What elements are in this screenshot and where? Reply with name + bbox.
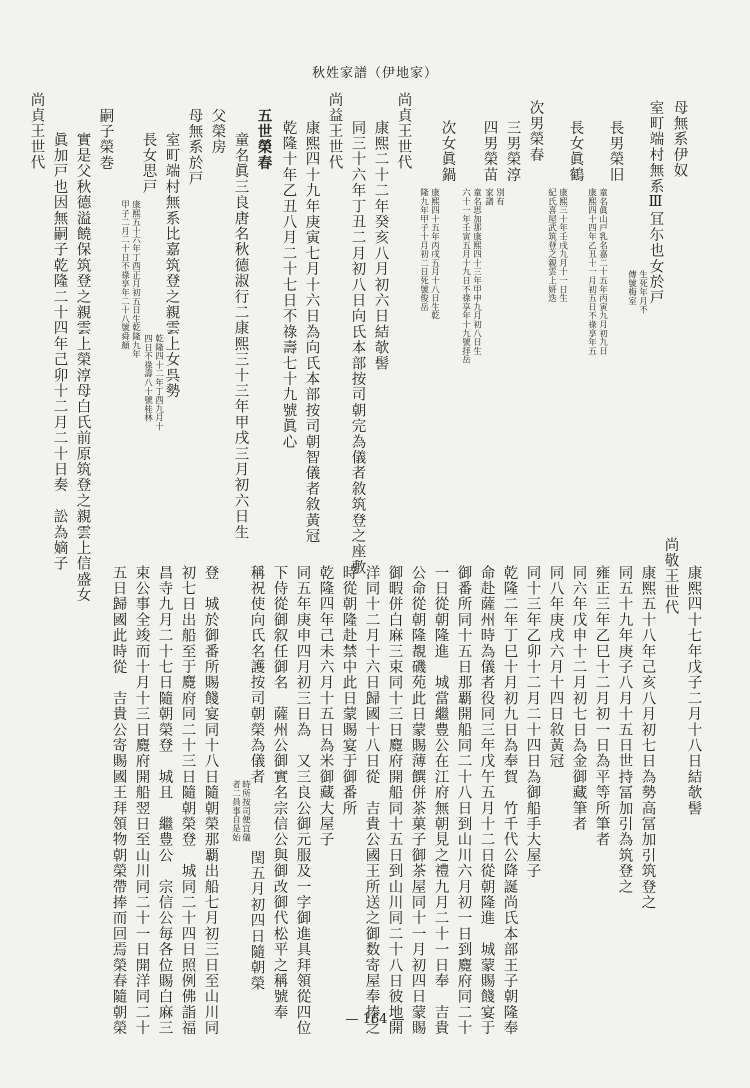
text-column: 御番所同十五日那覇開船同二十八日到山川六月初一日到麑府同二十 <box>455 565 472 1036</box>
text-column: 次女眞鍋 <box>439 120 456 183</box>
text-column: 五日歸國此時從 吉貴公寄賜國王拜領物朝榮帶捧而回焉榮春隨朝榮 <box>110 565 127 1036</box>
text-column: 四男榮苗 <box>481 120 498 183</box>
text-column: 御暇併白麻三束同十三日麑府開船同十五日到山川同二十八日彼地開 <box>386 565 403 1036</box>
text-column: 三男榮淳 <box>504 120 521 183</box>
text-column: 登 城於御番所賜餞宴同十八日隨朝榮那覇出船七月初三日至山川同 <box>202 565 219 1036</box>
text-column: 乾隆十年乙丑八月二十七日不祿壽七十九號眞心 <box>280 120 297 450</box>
text-column: 同五十九年庚子八月十五日世持冨加引為筑登之 <box>616 565 633 895</box>
text-column: 乾隆四年己未六月十五日為米御藏大屋子 <box>317 565 334 848</box>
text-column: 次男榮春 <box>527 100 544 163</box>
text-column: 時從朝隆赴禁中此日蒙賜宴于御番所 <box>340 565 357 817</box>
text-column: 束公事全竣而十月十三日麑府開船翌日至山川同二十一日開洋同二十 <box>133 565 150 1036</box>
text-column: 童名眞三良唐名秋德淑行二康熙三十三年甲戌三月初六日生 <box>232 132 249 541</box>
text-column: 實是父秋德溢饒保筑登之親雲上榮淳母白氏前原筑登之親雲上信盛女 <box>74 132 91 603</box>
text-column: 一日從朝隆進 城當繼豊公在江府無朝見之禮九月二十一日奉 吉貴 <box>432 565 449 1036</box>
text-column: 乾隆二年丁巳十月初九日為奉賀 竹千代公降誕尚氏本部王子朝隆奉 <box>501 565 518 1036</box>
text-column: 同十三年乙卯十二月二十四日為御船手大屋子 <box>524 565 541 879</box>
annotation-line: 康熙三十年壬戌九月十一日生 <box>557 188 568 303</box>
text-column: 母無系於戸 <box>186 108 203 187</box>
annotation-line: 紀氏喜屋武筑登之親雲上妍迭 <box>546 188 557 303</box>
annotation-line: 甲子二月二十日不祿享年二十八號舜顏 <box>119 200 130 350</box>
text-column: 康熙四十九年庚寅七月十六日為向氏本部按司朝智儀者敘黃冠 <box>303 120 320 544</box>
annotation-line: 者二員事自是始 <box>230 780 241 842</box>
annotation-line: 家譜 <box>483 188 494 206</box>
running-header: 秋姓家譜（伊地家） <box>311 66 438 81</box>
annotation-line: 康熙四十四年乙丑十一月初五日不祿享年五 <box>586 188 597 356</box>
annotation-line: 童名思加那康熙四十三年甲申九月初八日生 <box>471 188 482 356</box>
text-column: 父榮房 <box>209 108 226 156</box>
text-column: 長女思戸 <box>140 132 157 195</box>
text-column: 命赴薩州時為儀者役同三年戊午五月十二日從朝隆進 城蒙賜餞宴于 <box>478 565 495 1036</box>
text-column: 尚貞王世代 <box>28 92 45 171</box>
text-column: 稱祝使向氏名護按司朝榮為儀者 <box>248 565 265 785</box>
text-column: 同五年庚申四月初三日為 又三良公御元服及一字御進具拜領從四位 <box>294 565 311 1036</box>
text-column: 尚敬王世代 <box>662 537 679 616</box>
text-column: 昌寺九月二十七日隨朝榮登 城且 繼豊公 宗信公毎各位賜白麻三 <box>156 565 173 1036</box>
text-column: 長男榮旧 <box>607 120 624 183</box>
text-column: 長女眞鶴 <box>567 120 584 183</box>
text-column: 洋同十二月十六日歸國十八日從 吉貴公國王所送之御数寄屋奉捧之 <box>363 565 380 1036</box>
text-column: 尚益王世代 <box>326 92 343 171</box>
annotation-line: 四日不祿壽八十號桂林 <box>142 334 153 422</box>
text-column: 同六年戊申十二月初七日為金御藏筆者 <box>570 565 587 832</box>
text-column: 康熙二十二年癸亥八月初六日結欹髻 <box>372 120 389 372</box>
text-column: 下侍從御叙任御名 薩州公御實名宗信公與御改御代松平之稱號奉 <box>271 565 288 1021</box>
annotation-line: 康熙四十五年丙戌五月十八日生乾 <box>429 188 440 320</box>
text-column: 嗣子榮巻 <box>97 108 114 171</box>
annotation-line: 隆九年甲子十月初二日死號俊岳 <box>418 188 429 312</box>
annotation-line: 傳號梅室 <box>626 270 637 306</box>
annotation-line: 乾隆四十二年丁酉九月十 <box>153 334 164 431</box>
text-column: 母無系伊奴 <box>671 100 688 179</box>
text-column: 閏五月初四日隨朝榮 <box>248 850 265 992</box>
page-number: — 164 — <box>345 1012 405 1027</box>
generation-heading: 五世榮春 <box>255 108 273 171</box>
text-column: 室町端村無系Ⅲ冝尓也女於戸 <box>647 100 664 306</box>
text-column: 室町端村無系比嘉筑登之親雲上女呉勢 <box>163 132 180 399</box>
text-column: 公命從朝隆覩磯苑此日蒙賜薄饌併茶菓子御茶屋同十一月初四日蒙賜 <box>409 565 426 1036</box>
text-column: 眞加戸也因無嗣子乾隆二十四年己卯十二月二十日奏 訟為嫡子 <box>51 132 68 572</box>
text-column: 康熙五十八年己亥八月初七日為勢高冨加引筑登之 <box>639 565 656 911</box>
text-column: 尚貞王世代 <box>395 92 412 171</box>
annotation-line: 六十一年壬寅五月十九日不祿享年十九號拝岳 <box>460 188 471 364</box>
text-column: 同八年庚戌六月十四日敘黃冠 <box>547 565 564 770</box>
text-column: 康熙四十七年戊子二月十八日結欹髻 <box>685 565 702 817</box>
annotation-line: 時所按司便宜儀 <box>240 780 251 842</box>
text-column: 初七日出船至于麑府同二十三日隨朝榮登 城同二十四日照例佛詣福 <box>179 565 196 1036</box>
annotation-line: 童名眞山戸乳名嘉二十五年丙寅九月初九日 <box>597 188 608 356</box>
text-column: 雍正三年乙巳十二月初一日為平等所筆者 <box>593 565 610 848</box>
annotation-line: 康熙五十六年丁酉正月初五日生乾隆九年 <box>130 200 141 359</box>
text-column: 同三十六年丁丑二月初八日向氏本部按司朝完為儀者敘筑登之座敷 <box>349 120 366 576</box>
annotation-line: 別有 <box>494 188 505 206</box>
annotation-line: 生死年月不 <box>637 270 648 314</box>
